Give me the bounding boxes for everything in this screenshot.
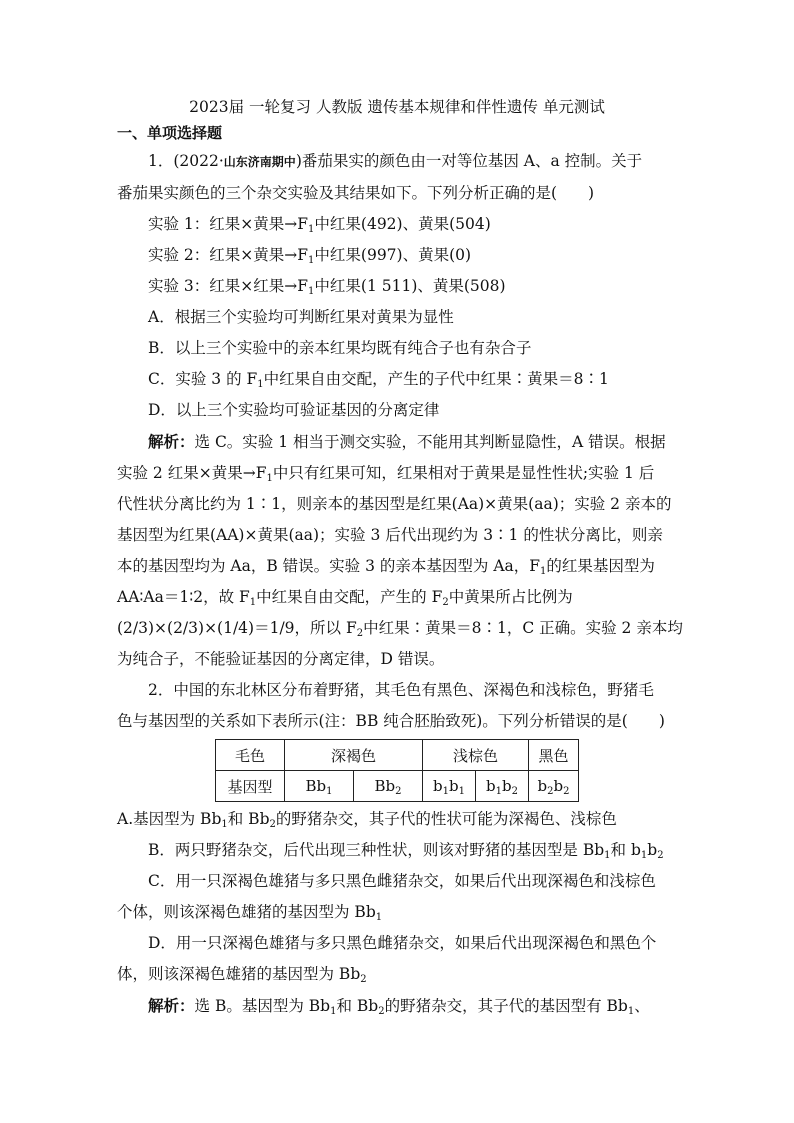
q1-experiment-2: 实验 2：红果×黄果$\to F_1$中红果(997)、黄果(0): [148, 246, 472, 266]
solution-label: 解析：: [148, 432, 195, 451]
q2-stem-line2: 色与基因型的关系如下表所示(注：BB 纯合胚胎致死)。下列分析错误的是( ): [117, 712, 665, 730]
q2-option-c-line2: 个体，则该深褐色雄猪的基因型为 $Bb_1$: [117, 903, 383, 923]
table-cell: $b_2b_2$: [529, 771, 579, 802]
q1-option-c: C．实验 3 的 $F_1$中红果自由交配，产生的子代中红果∶黄果＝8∶1: [148, 370, 609, 390]
q1-stem-line1: 1．(2022·山东济南期中)番茄果实的颜色由一对等位基因 A、a 控制。关于: [148, 152, 643, 170]
section-heading: 一、单项选择题: [117, 124, 223, 142]
table-cell: $Bb_2$: [354, 771, 423, 802]
table-row: [216, 740, 579, 771]
table-header-cell: 黑色: [529, 740, 579, 771]
q1-solution-line7: (2/3)×(2/3)×(1/4)＝1/9，所以 $F_2$中红果∶黄果＝8∶1，C 正确。实验 2 亲本均: [117, 619, 683, 639]
table-cell: $b_1b_2$: [476, 771, 529, 802]
q2-option-a: A.基因型为 $Bb_1$和 $Bb_2$的野猪杂交，其子代的性状可能为深褐色、浅棕色: [117, 810, 617, 830]
table-header-cell: 浅棕色: [423, 740, 529, 771]
q1-option-a: A．根据三个实验均可判断红果对黄果为显性: [148, 308, 454, 326]
q1-solution-line5: 本的基因型均为 Aa，B 错误。实验 3 的亲本基因型为 Aa，$F_1$的红果基因型为: [117, 557, 655, 577]
q1-solution-line6: AA∶Aa＝1∶2，故 $F_1$中红果自由交配，产生的 $F_2$中黄果所占比例为: [117, 588, 573, 608]
q1-solution-line3: 代性状分离比约为 1∶1，则亲本的基因型是红果(Aa)×黄果(aa)；实验 2 亲本的: [117, 495, 672, 513]
table-cell: $b_1b_1$: [423, 771, 476, 802]
q1-solution-line4: 基因型为红果(AA)×黄果(aa)；实验 3 后代出现约为 3∶1 的性状分离比，则亲: [117, 526, 663, 544]
page-title: 2023届 一轮复习 人教版 遗传基本规律和伴性遗传 单元测试: [189, 98, 605, 116]
table-row: [216, 771, 579, 802]
q1-solution-line2: 实验 2 红果×黄果$\to F_1$中只有红果可知，红果相对于黄果是显性性状;实验 1 后: [117, 464, 655, 484]
q2-option-b: B．两只野猪杂交，后代出现三种性状，则该对野猪的基因型是 $Bb_1$和 $b_1b_2$: [148, 841, 664, 861]
q2-stem-line1: 2．中国的东北林区分布着野猪，其毛色有黑色、深褐色和浅棕色，野猪毛: [148, 681, 654, 699]
q1-stem-line2: 番茄果实颜色的三个杂交实验及其结果如下。下列分析正确的是( ): [117, 184, 595, 202]
q1-experiment-1: 实验 1：红果×黄果$\to F_1$中红果(492)、黄果(504): [148, 215, 491, 235]
table-cell: $Bb_1$: [285, 771, 354, 802]
table-cell: 基因型: [216, 771, 285, 802]
q2-solution-line1: 解析：选 B。基因型为 $Bb_1$和 $Bb_2$的野猪杂交，其子代的基因型有 $Bb_1$、: [148, 996, 650, 1017]
table-header-cell: 毛色: [216, 740, 285, 771]
q2-option-d-line2: 体，则该深褐色雄猪的基因型为 $Bb_2$: [117, 965, 367, 985]
q2-option-d-line1: D．用一只深褐色雄猪与多只黑色雌猪杂交，如果后代出现深褐色和黑色个: [148, 934, 657, 952]
q2-option-c-line1: C．用一只深褐色雄猪与多只黑色雌猪杂交，如果后代出现深褐色和浅棕色: [148, 872, 656, 890]
solution-label: 解析：: [148, 996, 195, 1015]
q1-source: 山东济南期中: [223, 155, 296, 169]
q1-solution-line1: 解析：选 C。实验 1 相当于测交实验，不能用其判断显隐性，A 错误。根据: [148, 432, 666, 451]
q1-option-b: B．以上三个实验中的亲本红果均既有纯合子也有杂合子: [148, 339, 532, 357]
genotype-table: [215, 739, 579, 802]
q1-solution-line8: 为纯合子，不能验证基因的分离定律，D 错误。: [117, 650, 445, 668]
document-content: [117, 94, 683, 1022]
q1-experiment-3: 实验 3：红果×红果$\to F_1$中红果(1 511)、黄果(508): [148, 277, 506, 297]
q1-option-d: D．以上三个实验均可验证基因的分离定律: [148, 401, 440, 419]
table-header-cell: 深褐色: [285, 740, 423, 771]
